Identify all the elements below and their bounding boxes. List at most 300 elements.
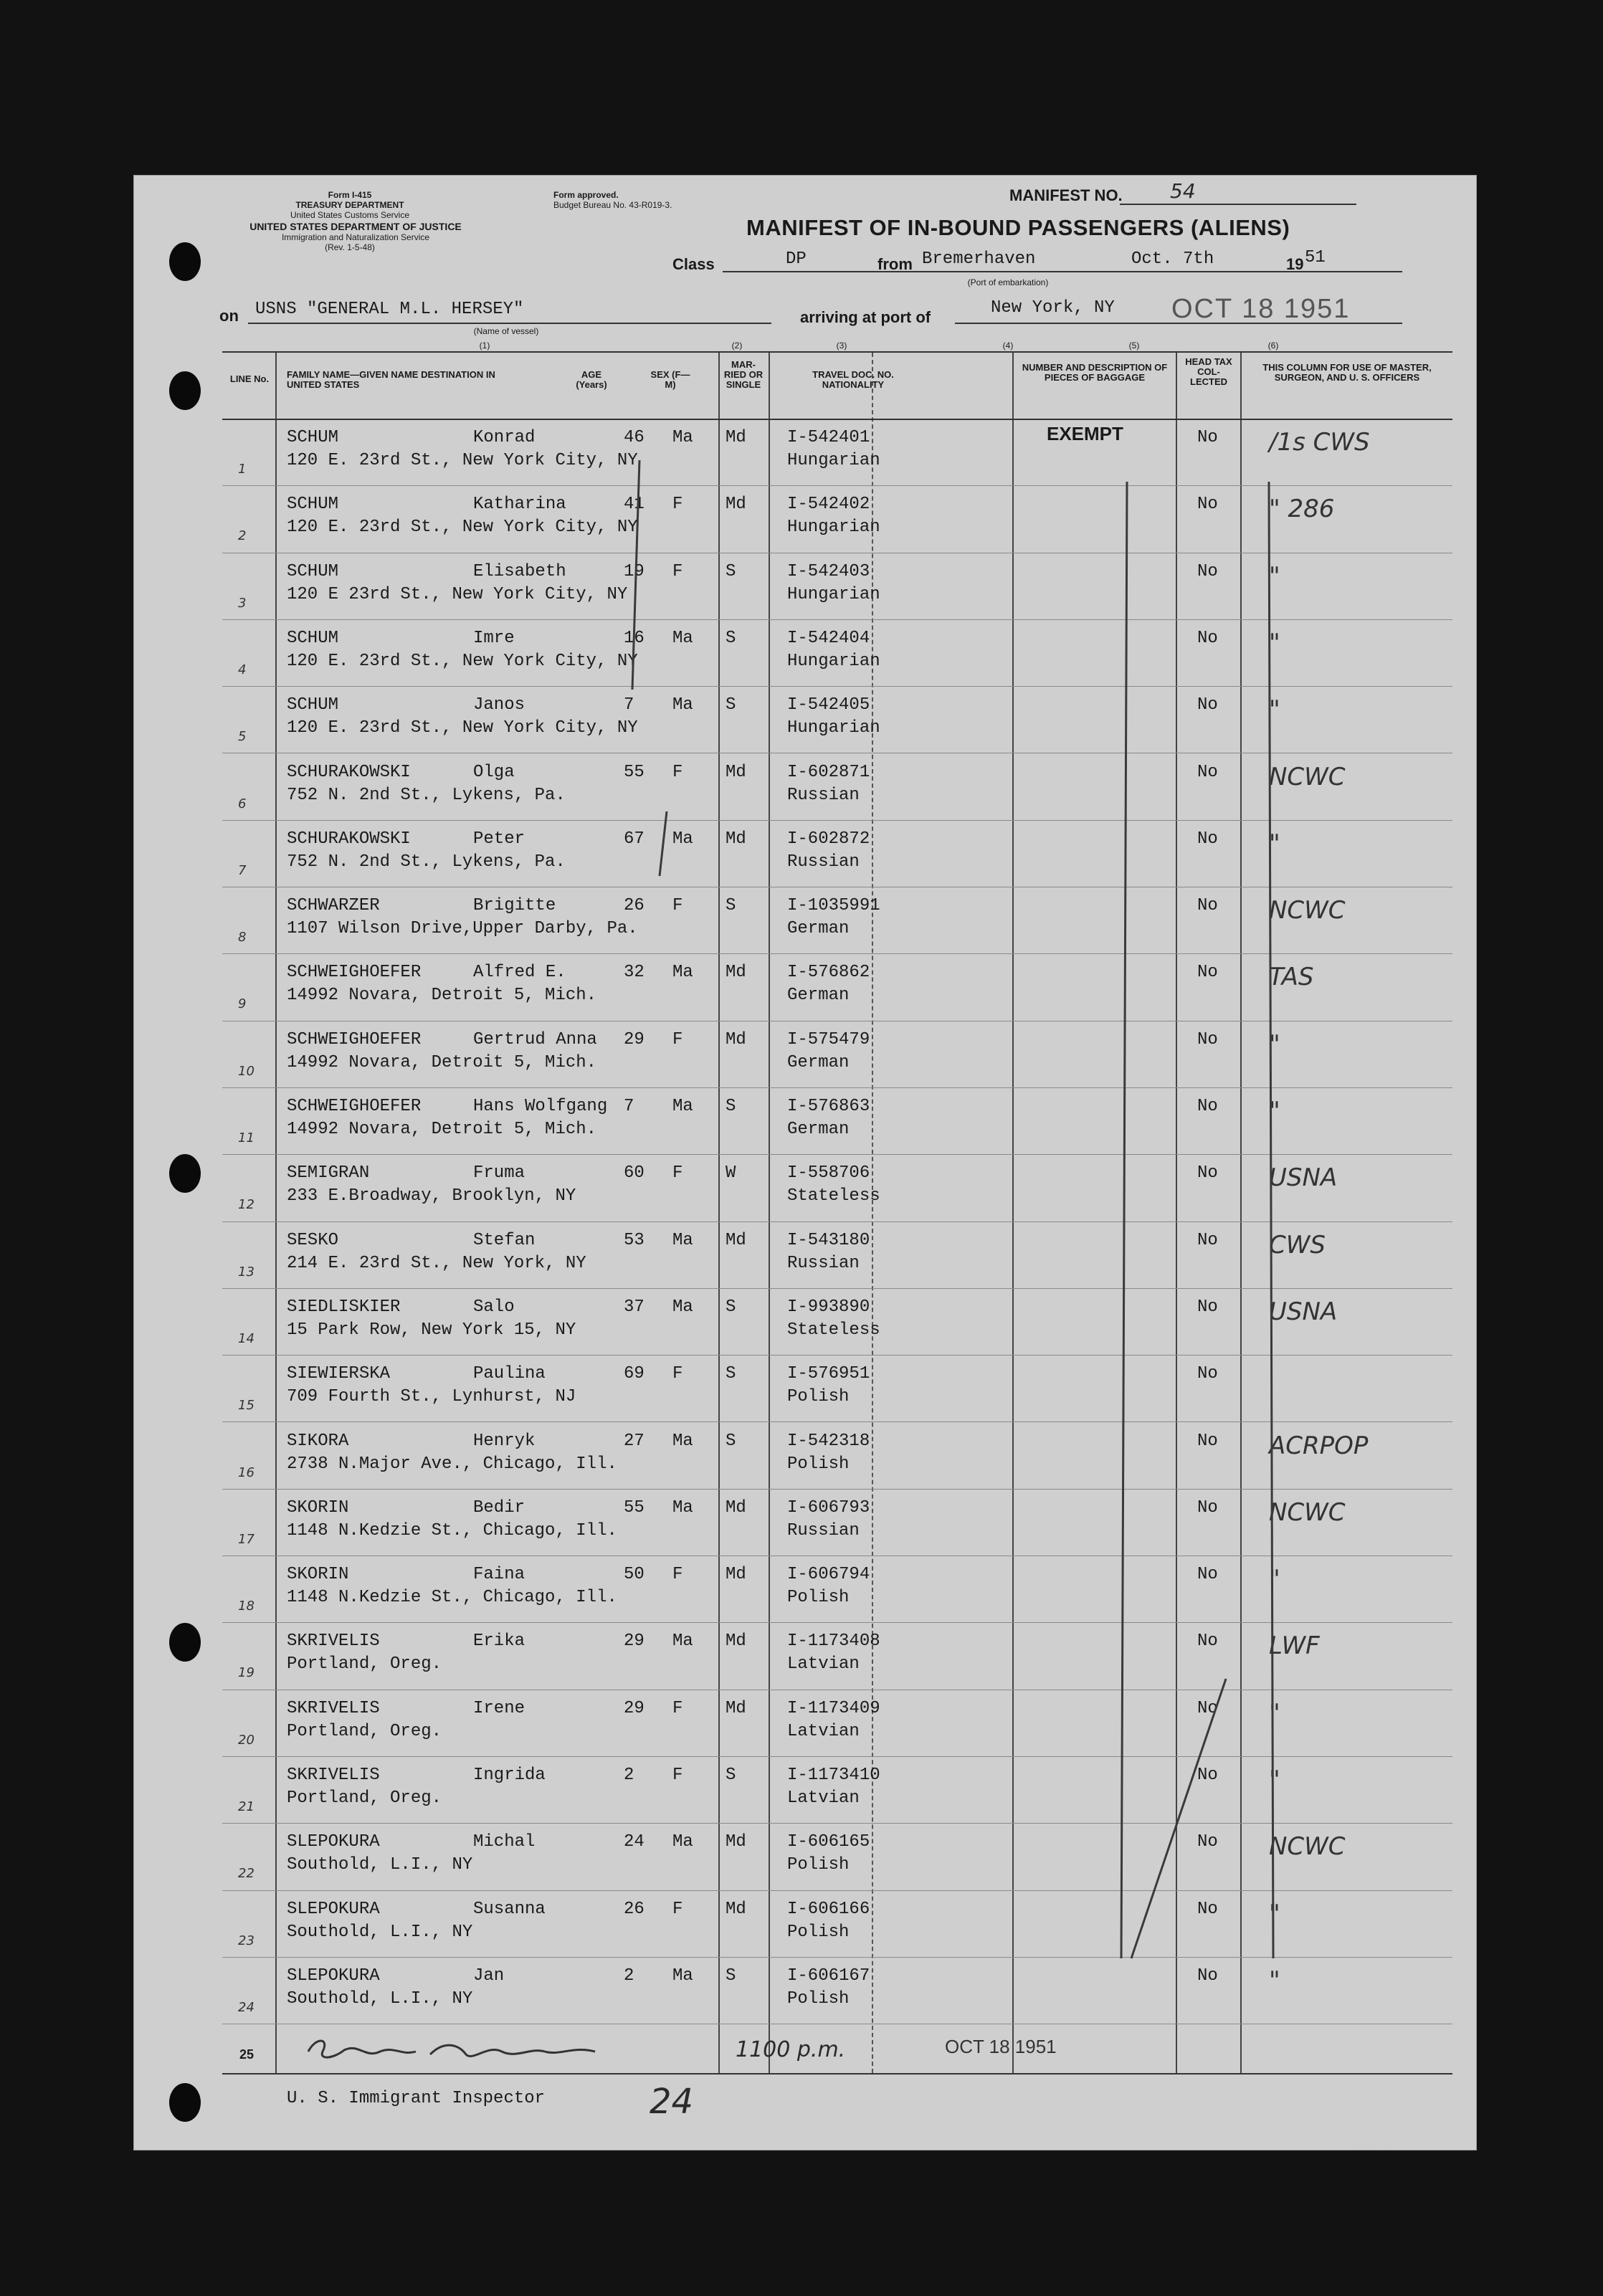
col-num-5: (5) bbox=[1128, 340, 1140, 351]
destination: Portland, Oreg. bbox=[287, 1721, 442, 1741]
sex: Ma bbox=[672, 695, 693, 715]
vessel-note: (Name of vessel) bbox=[473, 326, 539, 336]
marital-status: Md bbox=[726, 1565, 746, 1585]
sex: Ma bbox=[672, 628, 693, 648]
sex: Ma bbox=[672, 829, 693, 849]
family-name: SLEPOKURA bbox=[287, 1966, 380, 1986]
signature-date-stamp: OCT 18 1951 bbox=[945, 2036, 1057, 2057]
head-tax: No bbox=[1197, 428, 1218, 447]
given-name: Bedir bbox=[473, 1497, 525, 1518]
age: 55 bbox=[624, 1497, 644, 1518]
sex: F bbox=[672, 1565, 683, 1585]
on-label: on bbox=[219, 307, 239, 325]
row-25 bbox=[222, 2024, 1452, 2073]
head-tax: No bbox=[1197, 695, 1218, 715]
destination: 233 E.Broadway, Brooklyn, NY bbox=[287, 1186, 576, 1206]
punch-hole bbox=[169, 1623, 201, 1662]
class-label: Class bbox=[672, 255, 715, 273]
marital-status: S bbox=[726, 695, 736, 715]
ins-service: Immigration and Naturalization Service bbox=[281, 232, 430, 242]
justice-dept: UNITED STATES DEPARTMENT OF JUSTICE bbox=[249, 221, 462, 232]
marital-status: Md bbox=[726, 1899, 746, 1919]
line-number: 18 bbox=[238, 1599, 255, 1614]
given-name: Susanna bbox=[473, 1899, 546, 1919]
given-name: Henryk bbox=[473, 1431, 536, 1451]
marital-status: Md bbox=[726, 428, 746, 447]
head-tax: No bbox=[1197, 628, 1218, 648]
manifest-sheet bbox=[133, 175, 1477, 2150]
age: 69 bbox=[624, 1364, 644, 1384]
year-suffix: 51 bbox=[1305, 248, 1326, 267]
marital-status: S bbox=[726, 1364, 736, 1384]
line-number: 1 bbox=[238, 462, 247, 477]
family-name: SKRIVELIS bbox=[287, 1766, 380, 1785]
line-number: 5 bbox=[238, 729, 247, 745]
family-name: SKORIN bbox=[287, 1497, 349, 1518]
sex: F bbox=[672, 762, 683, 782]
officer-note: CWS bbox=[1269, 1230, 1326, 1259]
line-number: 23 bbox=[238, 1933, 255, 1948]
given-name: Ingrida bbox=[473, 1766, 546, 1785]
family-name: SKORIN bbox=[287, 1565, 349, 1585]
nationality: Polish bbox=[787, 1387, 850, 1407]
destination: Portland, Oreg. bbox=[287, 1788, 442, 1808]
head-tax: No bbox=[1197, 495, 1218, 515]
travel-doc-number: I-542401 bbox=[787, 428, 870, 447]
family-name: SCHWEIGHOEFER bbox=[287, 1029, 422, 1049]
hdr-head-tax: HEAD TAX COL- LECTED bbox=[1185, 356, 1232, 387]
officer-note: ACRPOP bbox=[1269, 1431, 1369, 1460]
age: 19 bbox=[624, 561, 644, 581]
head-tax: No bbox=[1197, 1565, 1218, 1585]
destination: 2738 N.Major Ave., Chicago, Ill. bbox=[287, 1454, 617, 1474]
passenger-table bbox=[222, 351, 1452, 2075]
head-tax: No bbox=[1197, 896, 1218, 916]
marital-status: S bbox=[726, 1297, 736, 1317]
arrival-port: New York, NY bbox=[991, 298, 1115, 318]
hdr-married: MAR- RIED OR SINGLE bbox=[723, 359, 764, 390]
sex: Ma bbox=[672, 1497, 693, 1518]
line-number: 24 bbox=[238, 1999, 255, 2015]
marital-status: Md bbox=[726, 1497, 746, 1518]
destination: 1107 Wilson Drive,Upper Darby, Pa. bbox=[287, 919, 638, 939]
destination: 120 E. 23rd St., New York City, NY bbox=[287, 718, 638, 738]
budget-bureau: Budget Bureau No. 43-R019-3. bbox=[553, 200, 672, 210]
nationality: German bbox=[787, 919, 850, 939]
nationality: Polish bbox=[787, 1922, 850, 1942]
destination: 752 N. 2nd St., Lykens, Pa. bbox=[287, 852, 566, 872]
officer-note: " bbox=[1269, 1698, 1280, 1728]
travel-doc-number: I-576862 bbox=[787, 963, 870, 983]
manifest-underline bbox=[1120, 204, 1356, 205]
age: 60 bbox=[624, 1163, 644, 1183]
form-approved: Form approved. bbox=[553, 190, 619, 200]
officer-note: TAS bbox=[1269, 963, 1314, 992]
embark-port: Bremerhaven bbox=[922, 249, 1036, 269]
family-name: SKRIVELIS bbox=[287, 1632, 380, 1652]
nationality: Latvian bbox=[787, 1788, 860, 1808]
sex: F bbox=[672, 1698, 683, 1718]
hdr-line-no: LINE No. bbox=[229, 373, 270, 384]
from-underline bbox=[915, 271, 1402, 272]
inspector-signature bbox=[301, 2030, 602, 2069]
sex: F bbox=[672, 1766, 683, 1785]
travel-doc-number: I-606794 bbox=[787, 1565, 870, 1585]
age: 53 bbox=[624, 1230, 644, 1250]
sex: Ma bbox=[672, 1230, 693, 1250]
age: 41 bbox=[624, 495, 644, 515]
age: 29 bbox=[624, 1698, 644, 1718]
family-name: SCHWARZER bbox=[287, 896, 380, 916]
col-num-4: (4) bbox=[1002, 340, 1014, 351]
travel-doc-number: I-542403 bbox=[787, 561, 870, 581]
handwritten-marks bbox=[222, 353, 1452, 2024]
officer-note: USNA bbox=[1269, 1297, 1338, 1326]
vessel-name: USNS "GENERAL M.L. HERSEY" bbox=[255, 300, 524, 319]
nationality: German bbox=[787, 1120, 850, 1139]
sex: Ma bbox=[672, 428, 693, 447]
age: 37 bbox=[624, 1297, 644, 1317]
customs-service: United States Customs Service bbox=[290, 210, 410, 220]
family-name: SIEDLISKIER bbox=[287, 1297, 401, 1317]
line-number: 9 bbox=[238, 996, 247, 1012]
embark-date: Oct. 7th bbox=[1131, 249, 1214, 269]
manifest-label: MANIFEST NO. bbox=[1009, 186, 1123, 204]
given-name: Peter bbox=[473, 829, 525, 849]
line-number: 20 bbox=[238, 1732, 255, 1748]
destination: 214 E. 23rd St., New York, NY bbox=[287, 1253, 586, 1273]
manifest-title: MANIFEST OF IN-BOUND PASSENGERS (ALIENS) bbox=[746, 215, 1290, 240]
given-name: Fruma bbox=[473, 1163, 525, 1183]
nationality: Polish bbox=[787, 1988, 850, 2009]
marital-status: S bbox=[726, 896, 736, 916]
marital-status: S bbox=[726, 1431, 736, 1451]
age: 46 bbox=[624, 428, 644, 447]
head-tax: No bbox=[1197, 963, 1218, 983]
col-num-6: (6) bbox=[1267, 340, 1279, 351]
sex: Ma bbox=[672, 1097, 693, 1116]
sex: F bbox=[672, 495, 683, 515]
head-tax: No bbox=[1197, 1899, 1218, 1919]
port-embark-note: (Port of embarkation) bbox=[967, 277, 1049, 287]
given-name: Olga bbox=[473, 762, 515, 782]
age: 67 bbox=[624, 829, 644, 849]
marital-status: Md bbox=[726, 1632, 746, 1652]
marital-status: S bbox=[726, 561, 736, 581]
travel-doc-number: I-542404 bbox=[787, 628, 870, 648]
hdr-sex: SEX (F—M) bbox=[650, 369, 690, 390]
destination: 709 Fourth St., Lynhurst, NJ bbox=[287, 1387, 576, 1407]
line-number: 13 bbox=[238, 1264, 255, 1280]
nationality: Latvian bbox=[787, 1654, 860, 1675]
line-number: 12 bbox=[238, 1197, 255, 1213]
head-tax: No bbox=[1197, 1632, 1218, 1652]
manifest-number: 54 bbox=[1170, 179, 1196, 203]
family-name: SCHURAKOWSKI bbox=[287, 762, 411, 782]
destination: 15 Park Row, New York 15, NY bbox=[287, 1320, 576, 1340]
given-name: Salo bbox=[473, 1297, 515, 1317]
travel-doc-number: I-558706 bbox=[787, 1163, 870, 1183]
head-tax: No bbox=[1197, 1832, 1218, 1852]
officer-note: USNA bbox=[1269, 1163, 1338, 1193]
age: 55 bbox=[624, 762, 644, 782]
punch-hole bbox=[169, 242, 201, 281]
hdr-age: AGE (Years) bbox=[576, 369, 607, 390]
age: 29 bbox=[624, 1029, 644, 1049]
pen-stroke bbox=[632, 460, 639, 690]
age: 24 bbox=[624, 1832, 644, 1852]
age: 26 bbox=[624, 1899, 644, 1919]
nationality: German bbox=[787, 986, 850, 1006]
destination: 14992 Novara, Detroit 5, Mich. bbox=[287, 1120, 597, 1139]
officer-note: " bbox=[1269, 1766, 1280, 1794]
class-value: DP bbox=[786, 249, 807, 269]
nationality: Stateless bbox=[787, 1186, 880, 1206]
officer-note: NCWC bbox=[1269, 896, 1346, 925]
head-tax: No bbox=[1197, 1364, 1218, 1384]
family-name: SIKORA bbox=[287, 1431, 349, 1451]
age: 32 bbox=[624, 963, 644, 983]
officer-note: " bbox=[1269, 628, 1280, 657]
destination: 1148 N.Kedzie St., Chicago, Ill. bbox=[287, 1520, 617, 1540]
officer-note: " bbox=[1269, 1565, 1280, 1594]
nationality: Hungarian bbox=[787, 518, 880, 538]
nationality: Polish bbox=[787, 1855, 850, 1875]
line-number: 11 bbox=[238, 1130, 255, 1145]
family-name: SCHURAKOWSKI bbox=[287, 829, 411, 849]
marital-status: Md bbox=[726, 1698, 746, 1718]
age: 26 bbox=[624, 896, 644, 916]
marital-status: S bbox=[726, 628, 736, 648]
given-name: Irene bbox=[473, 1698, 525, 1718]
officer-note: /1s CWS bbox=[1269, 428, 1370, 457]
line-number: 25 bbox=[239, 2047, 255, 2062]
given-name: Elisabeth bbox=[473, 561, 566, 581]
destination: 752 N. 2nd St., Lykens, Pa. bbox=[287, 785, 566, 805]
pen-stroke bbox=[1121, 482, 1127, 1958]
marital-status: S bbox=[726, 1966, 736, 1986]
nationality: Hungarian bbox=[787, 584, 880, 604]
marital-status: Md bbox=[726, 495, 746, 515]
family-name: SCHUM bbox=[287, 695, 339, 715]
baggage: EXEMPT bbox=[1047, 423, 1123, 444]
destination: 14992 Novara, Detroit 5, Mich. bbox=[287, 1052, 597, 1072]
head-tax: No bbox=[1197, 1698, 1218, 1718]
given-name: Imre bbox=[473, 628, 515, 648]
line-number: 2 bbox=[238, 528, 247, 544]
head-tax: No bbox=[1197, 1497, 1218, 1518]
travel-doc-number: I-576951 bbox=[787, 1364, 870, 1384]
destination: Southold, L.I., NY bbox=[287, 1988, 473, 2009]
officer-note: " bbox=[1269, 829, 1280, 858]
sex: Ma bbox=[672, 963, 693, 983]
col-num-2: (2) bbox=[731, 340, 743, 351]
travel-doc-number: I-1035991 bbox=[787, 896, 880, 916]
given-name: Faina bbox=[473, 1565, 525, 1585]
inspector-title: U. S. Immigrant Inspector bbox=[287, 2089, 546, 2108]
nationality: Polish bbox=[787, 1588, 850, 1608]
age: 16 bbox=[624, 628, 644, 648]
arriving-label: arriving at port of bbox=[800, 308, 931, 326]
marital-status: S bbox=[726, 1097, 736, 1116]
treasury-dept: TREASURY DEPARTMENT bbox=[295, 200, 404, 210]
line-number: 7 bbox=[238, 862, 247, 878]
officer-note: NCWC bbox=[1269, 1497, 1346, 1527]
line-number: 10 bbox=[238, 1063, 255, 1079]
age: 7 bbox=[624, 695, 634, 715]
officer-note: LWF bbox=[1269, 1632, 1320, 1661]
officer-note: NCWC bbox=[1269, 1832, 1346, 1862]
family-name: SKRIVELIS bbox=[287, 1698, 380, 1718]
pen-stroke bbox=[660, 811, 667, 876]
nationality: Russian bbox=[787, 1253, 860, 1273]
hdr-baggage: NUMBER AND DESCRIPTION OF PIECES OF BAGGAGE bbox=[1022, 362, 1168, 383]
given-name: Katharina bbox=[473, 495, 566, 515]
from-label: from bbox=[877, 255, 913, 273]
age: 27 bbox=[624, 1431, 644, 1451]
form-number: Form I-415 bbox=[328, 190, 372, 200]
destination: 120 E. 23rd St., New York City, NY bbox=[287, 651, 638, 671]
line-number: 4 bbox=[238, 662, 247, 677]
travel-doc-number: I-1173410 bbox=[787, 1766, 880, 1785]
officer-note: " bbox=[1269, 1966, 1280, 1995]
head-tax: No bbox=[1197, 561, 1218, 581]
officer-note: " 286 bbox=[1269, 495, 1335, 524]
given-name: Paulina bbox=[473, 1364, 546, 1384]
travel-doc-number: I-543180 bbox=[787, 1230, 870, 1250]
head-tax: No bbox=[1197, 1097, 1218, 1116]
pen-stroke bbox=[1269, 482, 1273, 1958]
punch-hole bbox=[169, 371, 201, 410]
destination: 14992 Novara, Detroit 5, Mich. bbox=[287, 986, 597, 1006]
travel-doc-number: I-606167 bbox=[787, 1966, 870, 1986]
travel-doc-number: I-542405 bbox=[787, 695, 870, 715]
head-tax: No bbox=[1197, 1163, 1218, 1183]
travel-doc-number: I-576863 bbox=[787, 1097, 870, 1116]
given-name: Michal bbox=[473, 1832, 536, 1852]
travel-doc-number: I-602871 bbox=[787, 762, 870, 782]
destination: 120 E 23rd St., New York City, NY bbox=[287, 584, 628, 604]
line-number: 21 bbox=[238, 1799, 255, 1814]
given-name: Hans Wolfgang bbox=[473, 1097, 608, 1116]
age: 7 bbox=[624, 1097, 634, 1116]
marital-status: W bbox=[726, 1163, 736, 1183]
age: 50 bbox=[624, 1565, 644, 1585]
head-tax: No bbox=[1197, 1431, 1218, 1451]
line-number: 22 bbox=[238, 1866, 255, 1882]
travel-doc-number: I-606165 bbox=[787, 1832, 870, 1852]
inspector-number: 24 bbox=[650, 2082, 694, 2122]
punch-hole bbox=[169, 2083, 201, 2122]
age: 2 bbox=[624, 1766, 634, 1785]
travel-doc-number: I-602872 bbox=[787, 829, 870, 849]
marital-status: Md bbox=[726, 829, 746, 849]
line-number: 14 bbox=[238, 1330, 255, 1346]
line-number: 16 bbox=[238, 1464, 255, 1480]
officer-note: NCWC bbox=[1269, 762, 1346, 791]
destination: Southold, L.I., NY bbox=[287, 1922, 473, 1942]
nationality: Stateless bbox=[787, 1320, 880, 1340]
marital-status: Md bbox=[726, 963, 746, 983]
line-number: 8 bbox=[238, 930, 247, 945]
punch-hole bbox=[169, 1154, 201, 1193]
family-name: SCHUM bbox=[287, 628, 339, 648]
hdr-travel-doc: TRAVEL DOC. NO. NATIONALITY bbox=[812, 369, 894, 390]
officer-note: " bbox=[1269, 1029, 1280, 1059]
travel-doc-number: I-1173408 bbox=[787, 1632, 880, 1652]
sex: Ma bbox=[672, 1431, 693, 1451]
family-name: SEMIGRAN bbox=[287, 1163, 370, 1183]
age: 29 bbox=[624, 1632, 644, 1652]
travel-doc-number: I-542318 bbox=[787, 1431, 870, 1451]
line-number: 17 bbox=[238, 1531, 255, 1547]
nationality: Latvian bbox=[787, 1721, 860, 1741]
nationality: Hungarian bbox=[787, 651, 880, 671]
family-name: SESKO bbox=[287, 1230, 339, 1250]
officer-note: " bbox=[1269, 561, 1280, 591]
family-name: SCHUM bbox=[287, 428, 339, 447]
destination: 120 E. 23rd St., New York City, NY bbox=[287, 518, 638, 538]
nationality: Hungarian bbox=[787, 451, 880, 470]
given-name: Konrad bbox=[473, 428, 536, 447]
marital-status: Md bbox=[726, 1230, 746, 1250]
travel-doc-number: I-542402 bbox=[787, 495, 870, 515]
marital-status: S bbox=[726, 1766, 736, 1785]
family-name: SCHUM bbox=[287, 561, 339, 581]
officer-note: " bbox=[1269, 1899, 1280, 1928]
revision: (Rev. 1-5-48) bbox=[325, 242, 375, 252]
head-tax: No bbox=[1197, 1766, 1218, 1785]
travel-doc-number: I-993890 bbox=[787, 1297, 870, 1317]
officer-note: " bbox=[1269, 1097, 1280, 1125]
travel-doc-number: I-575479 bbox=[787, 1029, 870, 1049]
signature-time: 1100 p.m. bbox=[736, 2037, 846, 2062]
head-tax: No bbox=[1197, 1297, 1218, 1317]
age: 2 bbox=[624, 1966, 634, 1986]
family-name: SCHUM bbox=[287, 495, 339, 515]
head-tax: No bbox=[1197, 762, 1218, 782]
nationality: Russian bbox=[787, 852, 860, 872]
sex: Ma bbox=[672, 1966, 693, 1986]
line-number: 19 bbox=[238, 1665, 255, 1681]
sex: Ma bbox=[672, 1832, 693, 1852]
pen-stroke bbox=[1131, 1679, 1226, 1958]
marital-status: Md bbox=[726, 762, 746, 782]
travel-doc-number: I-1173409 bbox=[787, 1698, 880, 1718]
travel-doc-number: I-606793 bbox=[787, 1497, 870, 1518]
head-tax: No bbox=[1197, 829, 1218, 849]
year-prefix: 19 bbox=[1286, 255, 1304, 273]
line-number: 15 bbox=[238, 1398, 255, 1414]
destination: Southold, L.I., NY bbox=[287, 1855, 473, 1875]
col-num-1: (1) bbox=[479, 340, 490, 351]
sex: F bbox=[672, 1163, 683, 1183]
sex: F bbox=[672, 1899, 683, 1919]
family-name: SIEWIERSKA bbox=[287, 1364, 391, 1384]
head-tax: No bbox=[1197, 1966, 1218, 1986]
nationality: Polish bbox=[787, 1454, 850, 1474]
sex: F bbox=[672, 1364, 683, 1384]
given-name: Gertrud Anna bbox=[473, 1029, 597, 1049]
given-name: Jan bbox=[473, 1966, 505, 1986]
page-number-handwritten: 54 bbox=[1356, 2123, 1393, 2156]
line-number: 3 bbox=[238, 595, 247, 611]
nationality: Russian bbox=[787, 785, 860, 805]
head-tax: No bbox=[1197, 1230, 1218, 1250]
col-num-3: (3) bbox=[836, 340, 847, 351]
vessel-underline bbox=[248, 323, 771, 324]
hdr-officers: THIS COLUMN FOR USE OF MASTER, SURGEON, AND U. S. OFFICERS bbox=[1262, 362, 1432, 383]
